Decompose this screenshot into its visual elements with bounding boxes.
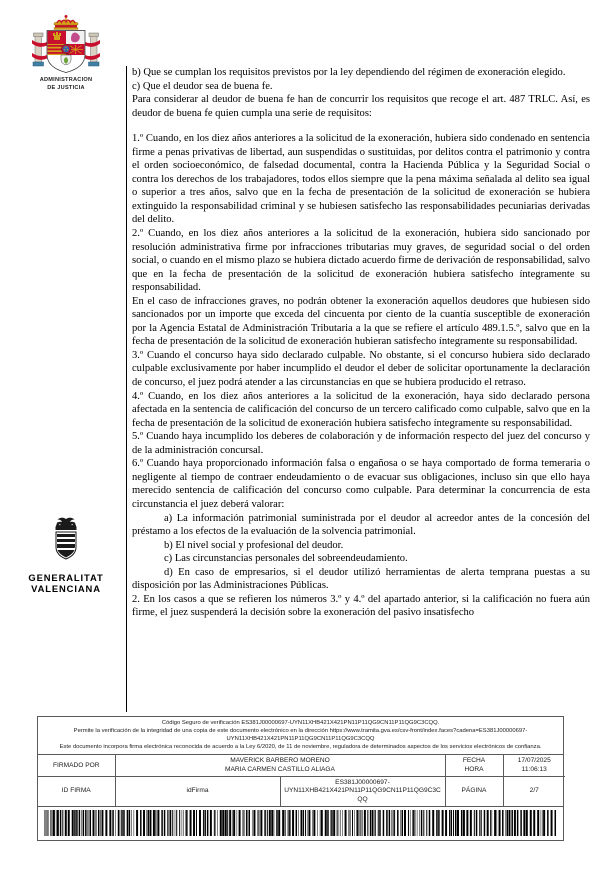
row-label-fecha-hora [445, 755, 503, 776]
table-row [38, 755, 565, 776]
paragraph-c-buena-fe: c) Que el deudor sea de buena fe. [132, 80, 273, 92]
row-subfield-idfirma: idFirma [115, 777, 280, 806]
paragraph-letra-d: d) En caso de empresarios, si el deudor utilizó herramientas de alerta temprana puestas a su disposición por las Administraciones Públicas. [132, 566, 590, 592]
row-value-id-firma [280, 777, 445, 806]
value-hora: 11:06:13 [521, 765, 547, 773]
barcode-container [38, 806, 563, 840]
spanish-coat-of-arms-block [17, 14, 115, 92]
row-label-firmado-por: FIRMADO POR [38, 755, 115, 776]
paragraph-art-487: Para considerar al deudor de buena fe han de concurrir los requisitos que recoge el art. 487 TRLC. Así, es deudor de buena fe quien cumpla una serie de requisitos: [132, 94, 590, 119]
signer-name-1: MAVERICK BARBERO MORENO [230, 757, 330, 765]
id-firma-line-1: ES381J00000697- [335, 779, 390, 787]
table-row [38, 777, 565, 806]
generalitat-valenciana-icon [43, 516, 89, 570]
signer-name-2: MARIA CARMEN CASTILLO ALIAGA [225, 765, 335, 773]
paragraph-num-4: 4.º Cuando, en los diez años anteriores a la solicitud de la exoneración, haya sido declarado persona afectada en la sentencia de calificación del concurso de un tercero calificado como culpable, salvo que en la fecha de presentación de la solicitud de exoneración hubiera satisfecho íntegramente su responsabilidad. [132, 390, 590, 429]
csv-url-line: Permite la verificación de la integridad de una copia de este documento electrónico en la dirección https://www.tramita.gva.es/csv-front/index.faces?cadena=ES381J00000697-UYN11XHB421X421PN11P11QG9CN11P11QG9C3CQQ [73, 728, 528, 743]
csv-code-line: Código Seguro de verificación ES381J00000697-UYN11XHB421X421PN11P11QG9CN11P11QG9C3CQQ. [161, 720, 440, 726]
caption-line-justicia: DE JUSTICIA [47, 84, 85, 91]
paragraph-letra-a: a) La información patrimonial suministrada por el deudor al acreedor antes de la concesión del préstamo a los efectos de la evaluación de la solvencia patrimonial. [132, 512, 590, 538]
value-fecha: 17/07/2025 [517, 757, 551, 765]
signature-table [38, 755, 565, 806]
paragraph-num-3: 3.º Cuando el concurso haya sido declarado culpable. No obstante, si el concurso hubiera sido declarado culpable exclusivamente por haber incumplido el deudor el deber de solicitar oportunamente la declaración de concurso, el juez podrá atender a las circunstancias en que se hubiera producido el retraso. [132, 349, 590, 389]
row-value-pagina: 2/7 [529, 787, 539, 795]
caption-line-administracion: ADMINISTRACION [39, 77, 93, 83]
paragraph-num-5: 5.º Cuando haya incumplido los deberes de colaboración y de información respecto del juez del concurso y de la administración concursal. [132, 431, 590, 456]
csv-law-line: Este documento incorpora firma electrónica reconocida de acuerdo a la Ley 6/2020, de 11 de noviembre, reguladora de determinados aspectos de los servicios electrónicos de confianza. [59, 744, 542, 751]
paragraph-infracciones-graves: En el caso de infracciones graves, no podrán obtener la exoneración aquellos deudores que hubiesen sido sancionados por un importe que exceda del cincuenta por ciento de la cuantía susceptible de exoneración por la Agencia Estatal de Administración Tributaria a la que se refiere el artículo 489.1.5.º, salvo que en la fecha de presentación de la solicitud de exoneración hubieran satisfecho íntegramente su responsabilidad. [132, 295, 590, 348]
csv-barcode [43, 810, 558, 836]
paragraph-letra-b: b) El nivel social y profesional del deudor. [164, 539, 344, 551]
paragraph-num-6: 6.º Cuando haya proporcionado información falsa o engañosa o se haya comportado de forma temeraria o negligente al tiempo de contraer endeudamiento o de evacuar sus obligaciones, incluso sin que ello haya merecido sentencia de calificación del concurso como culpable. Para determinar la concurrencia de esta circunstancia el juez deberá valorar: [132, 458, 590, 510]
csv-verification-note [38, 717, 563, 755]
generalitat-valenciana-block [14, 516, 118, 594]
spanish-coat-of-arms-caption [17, 77, 115, 92]
spanish-coat-of-arms-icon [29, 14, 103, 76]
generalitat-valenciana-caption [14, 572, 118, 594]
row-label-pagina: PÁGINA [445, 777, 503, 806]
label-hora: HORA [464, 765, 484, 773]
paragraph-letra-c: c) Las circunstancias personales del sobreendeudamiento. [164, 553, 408, 565]
row-label-id-firma: ID FIRMA [38, 777, 115, 806]
caption-line-generalitat: GENERALITAT [28, 572, 104, 583]
paragraph-num-1: 1.º Cuando, en los diez años anteriores a la solicitud de la exoneración, hubiera sido condenado en sentencia firme a penas privativas de libertad, aun suspendidas o sustituidas, por delitos contra el patrimonio y contra el orden socioeconómico, de falsedad documental, contra la Hacienda Pública y la Seguridad Social o contra los derechos de los trabajadores, todos ellos siempre que la pena máxima señalada al delito sea igual o superior a tres años, salvo que en la fecha de presentación de la solicitud de exoneración se hubiera extinguido la responsabilidad criminal y se hubiesen satisfecho las responsabilidades pecuniarias derivadas del delito. [132, 133, 590, 226]
paragraph-num-2-apartado: 2. En los casos a que se refieren los números 3.º y 4.º del apartado anterior, si la calificación no fuera aún firme, el juez suspenderá la decisión sobre la exoneración del pasivo insatisfecho [132, 593, 590, 619]
caption-line-valenciana: VALENCIANA [31, 583, 101, 595]
label-fecha: FECHA [462, 757, 486, 765]
paragraph-b-requisitos: b) Que se cumplan los requisitos previstos por la ley dependiendo del régimen de exoneración elegido. [132, 67, 566, 78]
margin-divider-rule [126, 66, 127, 712]
left-margin-band [0, 0, 126, 712]
document-body [132, 66, 590, 620]
id-firma-line-2: UYN11XHB421X421PN11P11QG9CN11P11QG9C3CQQ [284, 787, 441, 803]
verification-footer-box [37, 716, 564, 841]
row-value-fecha-hora [503, 755, 565, 776]
row-value-signers [115, 755, 445, 776]
paragraph-num-2: 2.º Cuando, en los diez años anteriores a la solicitud de la exoneración, hubiera sido sancionado por resolución administrativa firme por infracciones tributarias muy graves, de seguridad social o del orden social, o cuando en el mismo plazo se hubiera dictado acuerdo firme de derivación de responsabilidad, salvo que en la fecha de presentación de la solicitud de exoneración hubiera satisfecho íntegramente su responsabilidad. [132, 228, 590, 294]
